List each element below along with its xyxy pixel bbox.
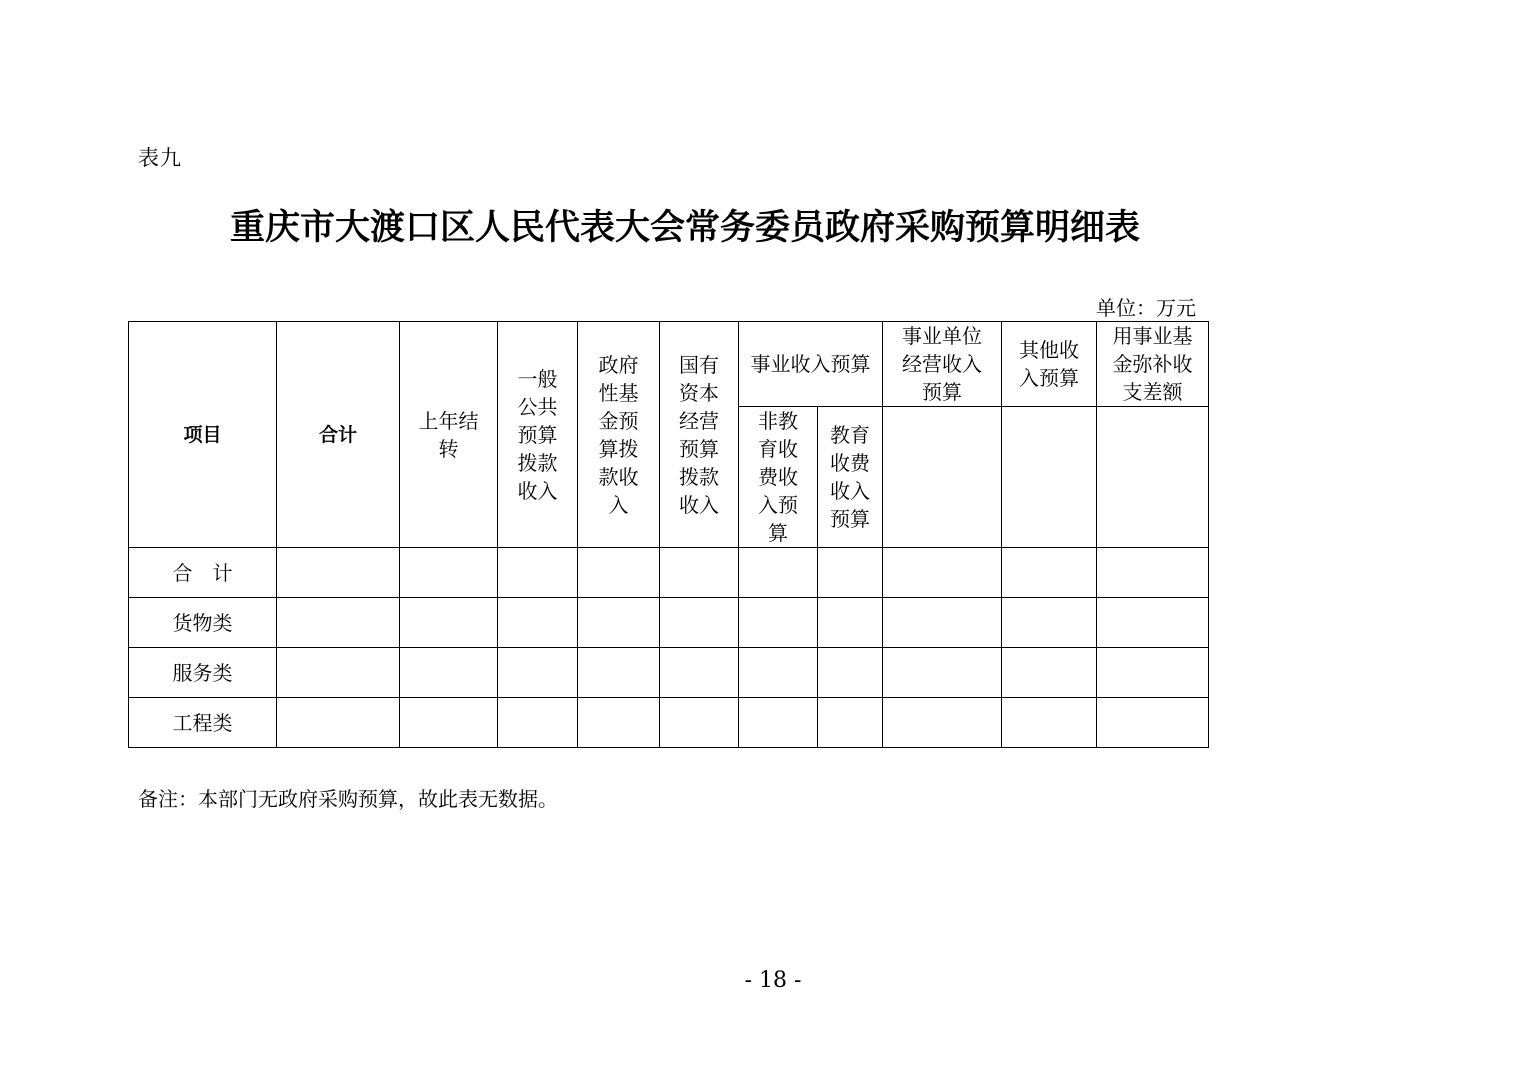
table-cell [498,598,578,648]
document-title: 重庆市大渡口区人民代表大会常务委员政府采购预算明细表 [229,208,1140,248]
empty-header-cell [1002,407,1097,548]
header-non-edu-fee [739,407,818,548]
table-cell [818,548,883,598]
table-cell [883,698,1002,748]
header-fund-offset [1097,322,1209,407]
table-cell [883,548,1002,598]
header-total-label: 合计 [318,423,357,446]
table-cell [883,598,1002,648]
table-cell [883,648,1002,698]
table-row [129,698,1209,748]
table-cell [660,698,739,748]
table-cell [1002,548,1097,598]
table-cell [498,698,578,748]
row-label: 合 计 [172,560,233,585]
header-operating-income-label: 事业单位经营收入预算 [902,324,982,404]
footnote: 备注：本部门无政府采购预算，故此表无数据。 [138,787,558,811]
empty-header-cell [883,407,1002,548]
header-total [277,322,400,548]
header-carryover-label: 上年结转 [418,408,479,461]
header-fund-label: 政府性基金预算拨款收入 [598,352,639,517]
header-edu-fee-label: 教育收费收入预算 [830,423,870,531]
table-cell [277,648,400,698]
header-general-label: 一般公共预算拨款收入 [517,366,558,503]
table-cell [739,548,818,598]
table-cell [498,548,578,598]
table-cell [277,598,400,648]
table-cell [400,548,498,598]
page-number: - 18 - [744,968,802,993]
table-cell [739,648,818,698]
header-item-label: 项目 [183,423,222,446]
table-row [129,548,1209,598]
table-cell [1002,648,1097,698]
header-edu-fee [818,407,883,548]
header-state-capital [660,322,739,548]
row-label-services [129,648,277,698]
table-cell [1097,548,1209,598]
table-cell [277,548,400,598]
empty-header-cell [1097,407,1209,548]
header-fund-budget [578,322,660,548]
row-label-engineering [129,698,277,748]
table-cell [400,698,498,748]
table-cell [578,698,660,748]
table-cell [739,598,818,648]
table-cell [660,598,739,648]
header-non-edu-fee-label: 非教育收费收入预算 [758,409,798,545]
header-business-income [739,322,883,407]
header-general-budget [498,322,578,548]
table-cell [277,698,400,748]
header-row-1 [129,322,1209,407]
table-cell [818,698,883,748]
row-label: 货物类 [172,610,233,635]
table-cell [578,598,660,648]
table-cell [400,598,498,648]
table-cell [739,698,818,748]
table-cell [498,648,578,698]
unit-label: 单位：万元 [1096,296,1196,320]
table-cell [818,648,883,698]
table-cell [578,648,660,698]
row-label: 服务类 [172,660,233,685]
table-cell [660,648,739,698]
table-row [129,648,1209,698]
table-cell [400,648,498,698]
table-cell [1097,648,1209,698]
table-label: 表九 [138,146,182,170]
table-cell [1097,698,1209,748]
row-label: 工程类 [172,710,233,735]
table-cell [578,548,660,598]
table-cell [1002,698,1097,748]
row-label-total [129,548,277,598]
table-cell [818,598,883,648]
table-cell [1002,598,1097,648]
table-cell [660,548,739,598]
header-fund-offset-label: 用事业基金弥补收支差额 [1112,324,1193,404]
header-carryover [400,322,498,548]
header-other-income-label: 其他收入预算 [1019,338,1079,390]
procurement-budget-table [128,321,1209,748]
header-item [129,322,277,548]
header-operating-income [883,322,1002,407]
header-business-income-label: 事业收入预算 [750,352,871,376]
header-state-capital-label: 国有资本经营预算拨款收入 [679,352,719,517]
table-cell [1097,598,1209,648]
row-label-goods [129,598,277,648]
table-row [129,598,1209,648]
header-other-income [1002,322,1097,407]
